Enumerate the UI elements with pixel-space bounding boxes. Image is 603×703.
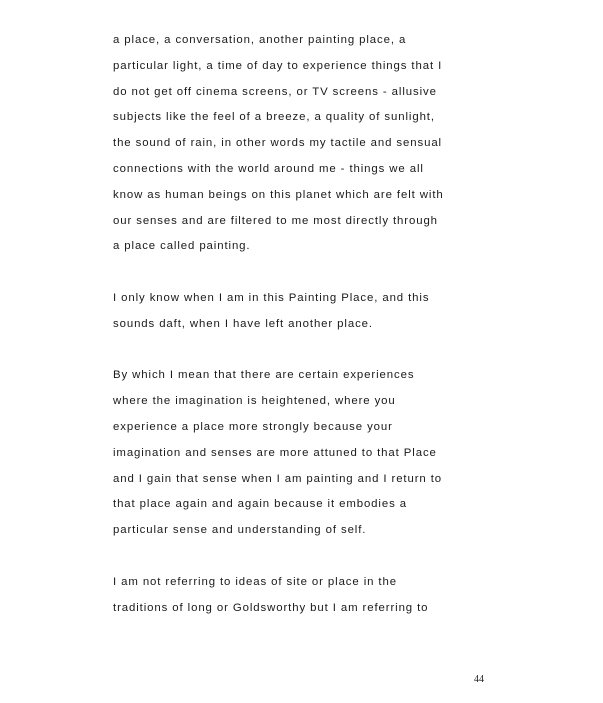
- text-line: that place again and again because it embodies a: [113, 498, 407, 511]
- paragraph-spacer: [113, 338, 503, 364]
- paragraph-3: [113, 363, 503, 544]
- text-line: experience a place more strongly because your: [113, 420, 393, 433]
- text-line: traditions of long or Goldsworthy but I am referring to: [113, 601, 429, 614]
- text-line: where the imagination is heightened, where you: [113, 395, 396, 408]
- text-line: particular sense and understanding of self.: [113, 524, 367, 537]
- paragraph-spacer: [113, 260, 503, 286]
- text-line: and I gain that sense when I am painting and I return to: [113, 472, 443, 485]
- text-line: a place called painting.: [113, 240, 251, 253]
- text-line: connections with the world around me - things we all: [113, 162, 424, 175]
- body-text: [113, 28, 503, 621]
- text-line: our senses and are filtered to me most directly through: [113, 214, 438, 227]
- page-number: 44: [474, 674, 484, 685]
- paragraph-1: [113, 28, 503, 260]
- text-line: a place, a conversation, another painting place, a: [113, 34, 407, 46]
- text-line: sounds daft, when I have left another place.: [113, 317, 373, 330]
- text-line: imagination and senses are more attuned to that Place: [113, 446, 437, 459]
- paragraph-4: [113, 570, 503, 622]
- paragraph-2: [113, 286, 503, 338]
- text-line: know as human beings on this planet which are felt with: [113, 188, 444, 201]
- text-line: I am not referring to ideas of site or place in the: [113, 575, 397, 588]
- text-line: particular light, a time of day to experience things that I: [113, 59, 443, 72]
- text-line: I only know when I am in this Painting Place, and this: [113, 291, 430, 304]
- text-line: By which I mean that there are certain experiences: [113, 369, 415, 382]
- paragraph-spacer: [113, 544, 503, 570]
- text-line: do not get off cinema screens, or TV screens - allusive: [113, 85, 437, 98]
- text-line: the sound of rain, in other words my tactile and sensual: [113, 137, 442, 150]
- text-line: subjects like the feel of a breeze, a quality of sunlight,: [113, 111, 435, 124]
